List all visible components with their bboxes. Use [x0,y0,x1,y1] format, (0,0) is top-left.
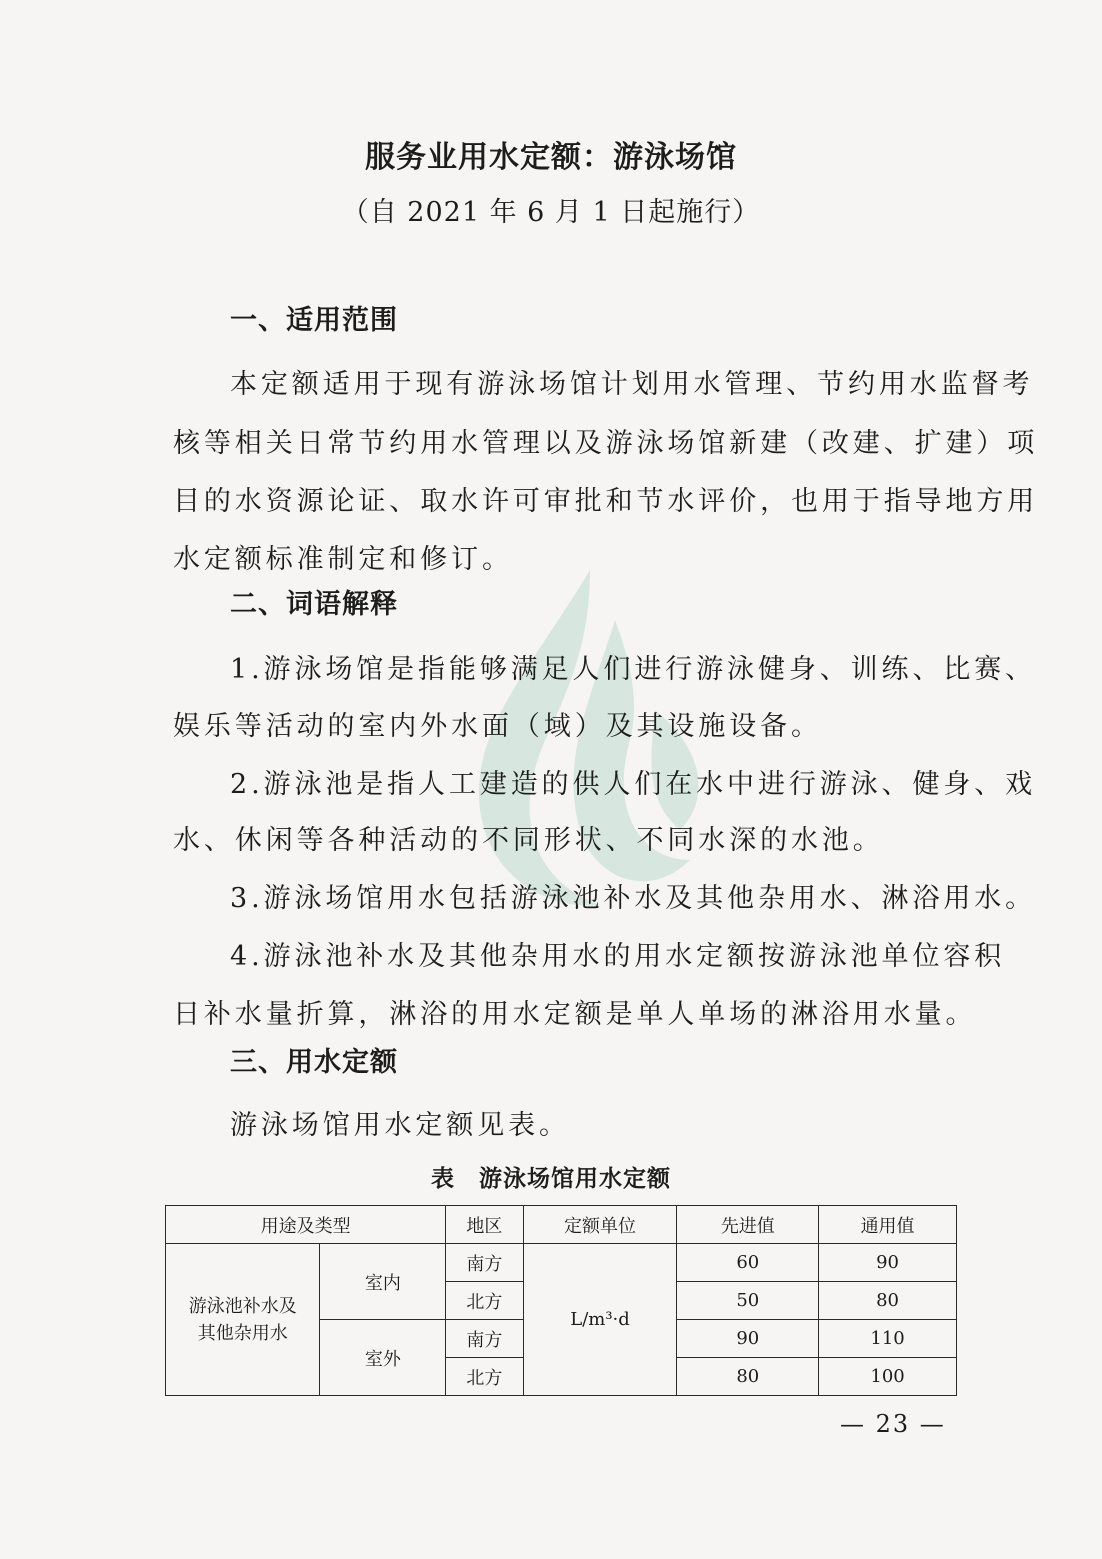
general-value-cell: 80 [819,1282,957,1320]
region-cell: 北方 [446,1282,523,1320]
general-value-cell: 100 [819,1358,957,1396]
advanced-value-cell: 90 [677,1320,819,1358]
category-cell [166,1244,320,1396]
table-row [166,1244,957,1282]
section-heading-terms: 二、词语解释 [230,589,398,620]
general-value-cell: 110 [819,1320,957,1358]
advanced-value-cell: 60 [677,1244,819,1282]
general-value-cell: 90 [819,1244,957,1282]
category-label-line1: 游泳池补水及 [188,1295,297,1317]
type-cell-indoor: 室内 [320,1244,446,1320]
unit-cell: L/m³·d [523,1244,677,1396]
terms-paragraph-line: 1.游泳场馆是指能够满足人们进行游泳健身、训练、比赛、 [230,654,1037,685]
terms-paragraph-line: 2.游泳池是指人工建造的供人们在水中进行游泳、健身、戏 [230,769,1037,800]
table-header-row [166,1206,957,1244]
category-label-line2: 其他杂用水 [197,1322,288,1344]
quota-intro-text: 游泳场馆用水定额见表。 [230,1110,570,1141]
terms-paragraph-line: 4.游泳池补水及其他杂用水的用水定额按游泳池单位容积 [230,941,1006,972]
header-unit: 定额单位 [523,1206,677,1244]
section-heading-scope: 一、适用范围 [230,305,398,336]
region-cell: 北方 [446,1358,523,1396]
terms-paragraph-line: 娱乐等活动的室内外水面（域）及其设施设备。 [173,711,822,742]
header-general-value: 通用值 [819,1206,957,1244]
header-advanced-value: 先进值 [677,1206,819,1244]
type-cell-outdoor: 室外 [320,1320,446,1396]
advanced-value-cell: 80 [677,1358,819,1396]
advanced-value-cell: 50 [677,1282,819,1320]
page-title: 服务业用水定额：游泳场馆 [365,140,737,175]
region-cell: 南方 [446,1244,523,1282]
scope-paragraph-line: 水定额标准制定和修订。 [173,544,513,575]
section-heading-quota: 三、用水定额 [230,1047,398,1078]
region-cell: 南方 [446,1320,523,1358]
effective-date-subtitle: （自 2021 年 6 月 1 日起施行） [341,197,761,228]
water-quota-table [165,1205,957,1396]
scope-paragraph-line: 本定额适用于现有游泳场馆计划用水管理、节约用水监督考 [230,369,1034,400]
table-caption: 表 游泳场馆用水定额 [431,1166,671,1192]
terms-paragraph-line: 日补水量折算，淋浴的用水定额是单人单场的淋浴用水量。 [173,999,977,1030]
terms-paragraph-line: 3.游泳场馆用水包括游泳池补水及其他杂用水、淋浴用水。 [230,883,1037,914]
page-number: — 23 — [840,1410,946,1438]
terms-paragraph-line: 水、休闲等各种活动的不同形状、不同水深的水池。 [173,825,884,856]
header-region: 地区 [446,1206,523,1244]
header-usage-type: 用途及类型 [166,1206,446,1244]
scope-paragraph-line: 核等相关日常节约用水管理以及游泳场馆新建（改建、扩建）项 [173,428,1039,459]
scope-paragraph-line: 目的水资源论证、取水许可审批和节水评价，也用于指导地方用 [173,486,1039,517]
